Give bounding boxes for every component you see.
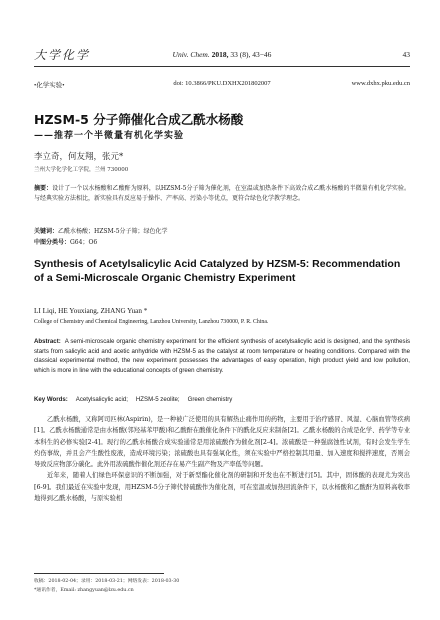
journal-logo: 大学化学 bbox=[34, 48, 91, 62]
english-abstract-text: A semi-microscale organic chemistry experiment for the efficient synthesis of acetylsalicylic acid is designed, and the synthesis starts from salicylic acid and acetic anhydride with HZSM-5 as the catalyst at room temperature or heating conditions. Compared with the classical experimental method, the new experiment possesses the advantages of easy operation, high product yield and low pollution, which is more in line with the educational concepts of green chemistry. bbox=[34, 338, 410, 374]
chinese-keywords: 关键词：乙酰水杨酸；HZSM-5分子筛；绿色化学 bbox=[34, 228, 168, 235]
doi-link[interactable]: doi: 10.3866/PKU.DXHX201802007 bbox=[173, 80, 271, 87]
chinese-authors: 李立奇，何友翔，张元* bbox=[34, 152, 124, 162]
footnote-corresponding: *通讯作者，Email: zhangyuan@lzu.edu.cn bbox=[34, 588, 134, 593]
english-title: Synthesis of Acetylsalicylic Acid Catalyzed by HZSM-5: Recommendation of a Semi-Microscale Organic Chemistry Experiment bbox=[34, 258, 401, 284]
chinese-abstract-label: 摘要： bbox=[34, 185, 53, 192]
english-keywords-label: Key Words: bbox=[34, 396, 68, 403]
journal-url[interactable]: www.dxhx.pku.edu.cn bbox=[351, 80, 410, 87]
running-header bbox=[34, 50, 410, 66]
page-number: 43 bbox=[402, 50, 410, 59]
chinese-affiliation: 兰州大学化学化工学院，兰州 730000 bbox=[34, 167, 129, 173]
english-authors: LI Liqi, HE Youxiang, ZHANG Yuan * bbox=[34, 307, 148, 315]
classification-label: 中图分类号： bbox=[34, 239, 71, 246]
chinese-keywords-label: 关键词： bbox=[34, 228, 59, 235]
english-keywords: Key Words: Acetylsalicylic acid; HZSM-5 zeolite; Green chemistry bbox=[34, 396, 233, 403]
classification-number: 中图分类号：G64；O6 bbox=[34, 239, 98, 246]
chinese-subtitle: ——推荐一个半微量有机化学实验 bbox=[34, 131, 185, 141]
english-affiliation: College of Chemistry and Chemical Engineering, Lanzhou University, Lanzhou 730000, P. R. China. bbox=[34, 319, 269, 325]
body-text bbox=[34, 414, 410, 504]
article-meta bbox=[34, 80, 410, 92]
header-rule bbox=[34, 66, 410, 67]
footnote-dates: 收稿：2018-02-04；录用：2018-03-21；网络发表：2018-03-30 bbox=[34, 579, 180, 584]
chinese-title: HZSM-5 分子筛催化合成乙酰水杨酸 bbox=[34, 112, 244, 127]
footnote-rule bbox=[34, 573, 164, 574]
chinese-abstract bbox=[34, 184, 410, 204]
chinese-abstract-text: 设计了一个以水杨酸和乙酸酐为原料，以HZSM-5分子筛为催化剂，在室温或加热条件下高效合成乙酰水杨酸的半微量有机化学实验。与经典实验方法相比，新实验具有反应易于操作、产率高、污染小等优点，更符合绿色化学教学理念。 bbox=[34, 185, 410, 202]
english-abstract-label: Abstract: bbox=[34, 338, 61, 345]
english-abstract bbox=[34, 337, 410, 375]
journal-reference: Univ. Chem. 2018, 33 (8), 43−46 bbox=[172, 50, 272, 59]
body-paragraph: 乙酰水杨酸，又称阿司匹林(Aspirin)，是一种被广泛使用的具有解热止痛作用的药物，主要用于治疗感冒、风湿、心脑血管等疾病[1]。乙酰水杨酸通常是由水杨酸(邻羟基苯甲酸)和乙酸酐在酸催化条件下的酰化反应来制备[2]。乙酰水杨酸的合成是化学、药学等专业本科生的必修实验[2-4]。现行的乙酰水杨酸合成实验通常是用浓硫酸作为催化剂[2-4]。浓硫酸是一种强腐蚀性试剂，有时会发生学生灼伤事故，并且会产生酸性废液，造成环境污染；浓硫酸也具有强氧化性，须在实验中严格控制其用量、加入速度和搅拌速度，否则会导致反应物部分碳化。此外用浓硫酸作催化剂还存在易产生副产物及产率低等问题。 bbox=[34, 416, 410, 469]
body-paragraph: 近年来，随着人们绿色环保意识的不断加强，对于新型酯化催化剂的研制和开发也在不断进行[5]。其中，固体酸的表现尤为突出[6-9]。我们最近在实验中发现，用HZSM-5分子筛代替硫酸作为催化剂，可在室温或加热回流条件下，以水杨酸和乙酸酐为原料高收率地得到乙酰水杨酸，与原实验相 bbox=[34, 472, 410, 503]
column-label: •化学实验• bbox=[34, 82, 65, 89]
